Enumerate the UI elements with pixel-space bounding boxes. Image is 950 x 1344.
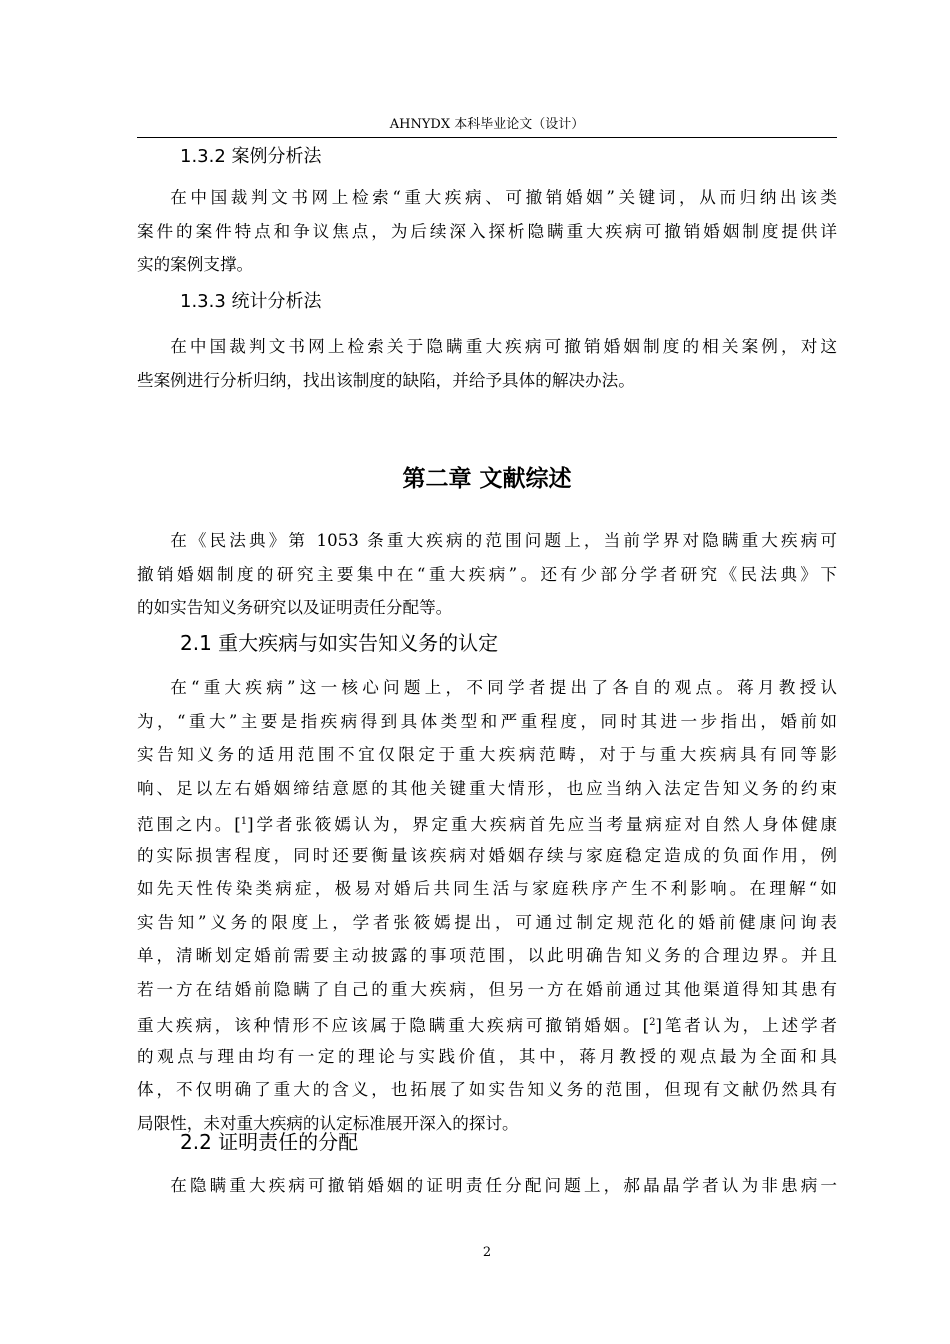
text-line: 若一方在结婚前隐瞒了自己的重大疾病，但另一方在婚前通过其他渠道得知其患有 xyxy=(137,979,837,999)
text-line: 的实际损害程度，同时还要衡量该疾病对婚姻存续与家庭稳定造成的负面作用，例 xyxy=(137,845,837,865)
text-line: 在“重大疾病”这一核心问题上，不同学者提出了各自的观点。蒋月教授认 xyxy=(170,678,837,697)
text-line: 在中国裁判文书网上检索关于隐瞒重大疾病可撤销婚姻制度的相关案例，对这 xyxy=(170,337,837,356)
text-line: 响、足以左右婚姻缔结意愿的其他关键重大情形，也应当纳入法定告知义务的约束 xyxy=(137,778,837,798)
heading-1-3-3: 1.3.3 统计分析法 xyxy=(180,291,322,312)
header-rule xyxy=(137,137,837,138)
paragraph-1-3-2 xyxy=(137,181,837,282)
text-line: 为，“重大”主要是指疾病得到具体类型和严重程度，同时其进一步指出，婚前如 xyxy=(137,711,837,731)
page-header: AHNYDX 本科毕业论文（设计） xyxy=(389,117,585,132)
text-segment: 重大疾病，该种情形不应该属于隐瞒重大疾病可撤销婚姻。 xyxy=(137,1016,643,1035)
paragraph-2-1 xyxy=(137,671,837,1140)
text-line: 实告知”义务的限度上，学者张筱嫣提出，可通过制定规范化的婚前健康问询表 xyxy=(137,912,837,932)
text-segment: 笔者认为，上述学者 xyxy=(661,1016,838,1035)
text-line: 重大疾病，该种情形不应该属于隐瞒重大疾病可撤销婚姻。[$^2$]笔者认为，上述学者 xyxy=(137,1016,838,1035)
heading-2-1: 2.1 重大疾病与如实告知义务的认定 xyxy=(180,631,499,655)
text-line: 单，清晰划定婚前需要主动披露的事项范围，以此明确告知义务的合理边界。并且 xyxy=(137,946,837,965)
page-number: 2 xyxy=(482,1245,492,1260)
text-segment: 范围之内。 xyxy=(137,815,235,834)
paragraph-1-3-3 xyxy=(137,330,837,397)
text-line: 实告知义务的适用范围不宜仅限定于重大疾病范畴，对于与重大疾病具有同等影 xyxy=(137,745,837,764)
text-line: 在《民法典》第 1053 条重大疾病的范围问题上，当前学界对隐瞒重大疾病可 xyxy=(170,531,837,550)
text-line: 局限性，未对重大疾病的认定标准展开深入的探讨。 xyxy=(137,1113,519,1133)
citation-2: 2 xyxy=(649,1017,656,1028)
paragraph-2-2 xyxy=(137,1169,837,1203)
text-line: 的如实告知义务研究以及证明责任分配等。 xyxy=(137,598,453,617)
text-line: 体，不仅明确了重大的含义，也拓展了如实告知义务的范围，但现有文献仍然具有 xyxy=(137,1080,837,1099)
text-line: 在中国裁判文书网上检索“重大疾病、可撤销婚姻”关键词，从而归纳出该类 xyxy=(170,188,837,207)
text-line: 实的案例支撑。 xyxy=(137,255,254,274)
text-line: 在隐瞒重大疾病可撤销婚姻的证明责任分配问题上，郝晶晶学者认为非患病一 xyxy=(170,1176,837,1195)
citation-1: 1 xyxy=(240,816,248,827)
paragraph-chapter-2-intro xyxy=(137,524,837,625)
text-segment: 学者张筱嫣认为，界定重大疾病首先应当考量病症对自然人身体健康 xyxy=(253,815,838,834)
text-line: 范围之内。[$^1$]学者张筱嫣认为，界定重大疾病首先应当考量病症对自然人身体健康 xyxy=(137,815,838,834)
heading-1-3-2: 1.3.2 案例分析法 xyxy=(180,146,322,167)
text-line: 的观点与理由均有一定的理论与实践价值，其中，蒋月教授的观点最为全面和具 xyxy=(137,1046,837,1066)
chapter-title: 第二章 文献综述 xyxy=(402,466,572,492)
text-line: 案件的案件特点和争议焦点，为后续深入探析隐瞒重大疾病可撤销婚姻制度提供详 xyxy=(137,221,837,241)
text-line: 撤销婚姻制度的研究主要集中在“重大疾病”。还有少部分学者研究《民法典》下 xyxy=(137,564,837,584)
heading-2-2: 2.2 证明责任的分配 xyxy=(180,1130,359,1154)
text-line: 些案例进行分析归纳，找出该制度的缺陷，并给予具体的解决办法。 xyxy=(137,370,635,390)
text-line: 如先天性传染类病症，极易对婚后共同生活与家庭秩序产生不利影响。在理解“如 xyxy=(137,879,837,898)
